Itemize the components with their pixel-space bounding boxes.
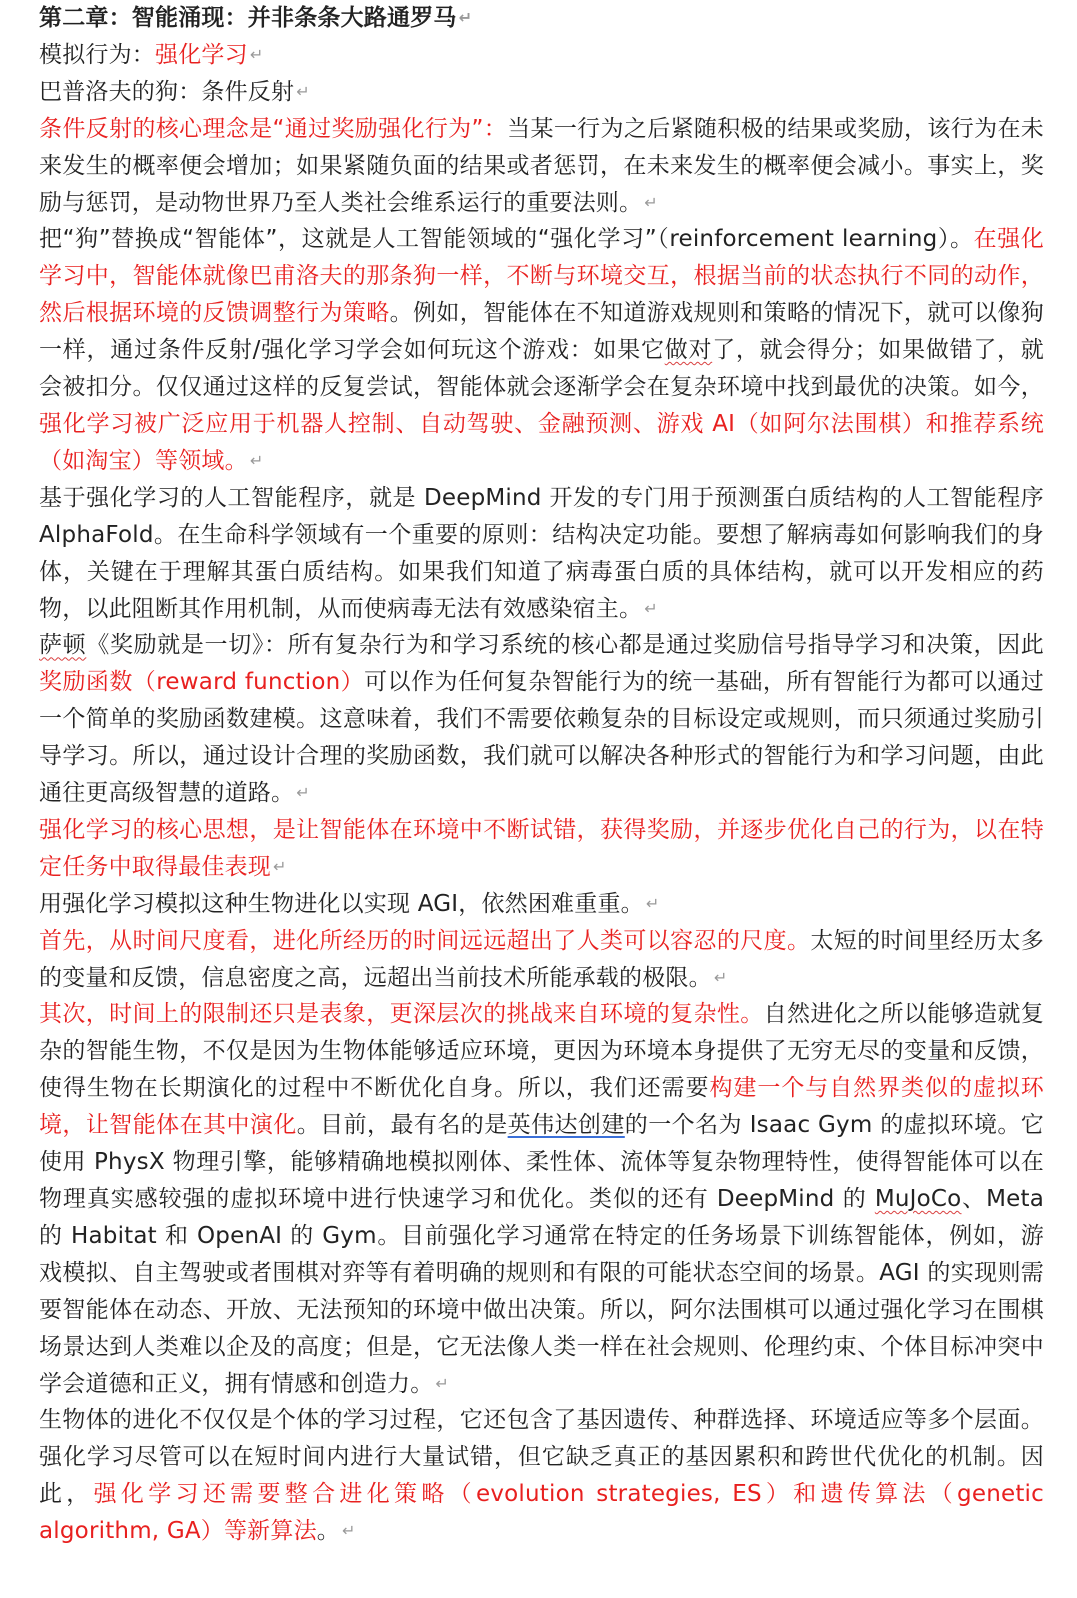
paragraph-mark-icon: ↵: [249, 450, 264, 470]
paragraph-6: 萨顿《奖励就是一切》：所有复杂行为和学习系统的核心都是通过奖励信号指导学习和决策，因此奖励函数（reward function）可以作为任何复杂智能行为的统一基础，所有智能行为都可以通过一个简单的奖励函数建模。这意味着，我们不需要依赖复杂的目标设定或规则，而只须通过奖励引导学习。所以，通过设计合理的奖励函数，我们就可以解决各种形式的智能行为和学习问题，由此通往更高级智慧的道路。 ↵: [39, 632, 1045, 807]
document-body: [39, 0, 1044, 1550]
paragraph-mark-icon: ↵: [644, 598, 658, 618]
paragraph-11: 生物体的进化不仅仅是个体的学习过程，它还包含了基因遗传、种群选择、环境适应等多个层面。强化学习尽管可以在短时间内进行大量试错，但它缺乏真正的基因累积和跨世代优化的机制。因此，强化学习还需要整合进化策略（evolution strategies, ES）和遗传算法（genetic algorithm, GA）等新算法。 ↵: [39, 1407, 1044, 1545]
paragraph-mark-icon: ↵: [435, 1373, 450, 1393]
paragraph-2: 巴普洛夫的狗：条件反射 ↵: [39, 78, 310, 105]
paragraph-10: 其次，时间上的限制还只是表象，更深层次的挑战来自环境的复杂性。自然进化之所以能够造就复杂的智能生物，不仅是因为生物体能够适应环境，更因为环境本身提供了无穷无尽的变量和反馈，使得生物在长期演化的过程中不断优化自身。所以，我们还需要构建一个与自然界类似的虚拟环境，让智能体在其中演化。目前，最有名的是英伟达创建的一个名为 Isaac Gym 的虚拟环境。它使用 PhysX 物理引擎，能够精确地模拟刚体、柔性体、流体等复杂物理特性，使得智能体可以在物理真实感较强的虚拟环境中进行快速学习和优化。类似的还有 DeepMind 的 MuJoCo、Meta 的 Habitat 和 OpenAI 的 Gym。目前强化学习通常在特定的任务场景下训练智能体，例如，游戏模拟、自主驾驶或者围棋对弈等有着明确的规则和有限的可能状态空间的场景。AGI 的实现则需要智能体在动态、开放、无法预知的环境中做出决策。所以，阿尔法围棋可以通过强化学习在围棋场景达到人类难以企及的高度；但是，它无法像人类一样在社会规则、伦理约束、个体目标冲突中学会道德和正义，拥有情感和创造力。 ↵: [39, 1001, 1044, 1397]
spelling-flag: 做对: [664, 337, 713, 364]
paragraph-4: 把“狗”替换成“智能体”，这就是人工智能领域的“强化学习”（reinforcement learning）。在强化学习中，智能体就像巴甫洛夫的那条狗一样，不断与环境交互，根据当前的状态执行不同的动作，然后根据环境的反馈调整行为策略。例如，智能体在不知道游戏规则和策略的情况下，就可以像狗一样，通过条件反射/强化学习学会如何玩这个游戏：如果它做对了，就会得分；如果做错了，就会被扣分。仅仅通过这样的反复尝试，智能体就会逐渐学会在复杂环境中找到最优的决策。如今，强化学习被广泛应用于机器人控制、自动驾驶、金融预测、游戏 AI（如阿尔法围棋）和推荐系统（如淘宝）等领域。 ↵: [39, 226, 1044, 474]
chapter-title: 第二章：智能涌现：并非条条大路通罗马 ↵: [39, 5, 473, 31]
paragraph-1: 模拟行为：强化学习 ↵: [39, 41, 264, 68]
paragraph-mark-icon: ↵: [296, 81, 310, 101]
paragraph-3: 条件反射的核心理念是“通过奖励强化行为”：当某一行为之后紧随积极的结果或奖励，该行为在未来发生的概率便会增加；如果紧随负面的结果或者惩罚，在未来发生的概率便会减小。事实上，奖励与惩罚，是动物世界乃至人类社会维系运行的重要法则。 ↵: [39, 115, 1044, 216]
paragraph-9: 首先，从时间尺度看，进化所经历的时间远远超出了人类可以容忍的尺度。太短的时间里经历太多的变量和反馈，信息密度之高，远超出当前技术所能承载的极限。 ↵: [39, 927, 1045, 991]
paragraph-mark-icon: ↵: [249, 44, 264, 64]
paragraph-mark-icon: ↵: [644, 192, 658, 212]
grammar-flag: 英伟达创建: [507, 1112, 625, 1139]
paragraph-mark-icon: ↵: [645, 893, 660, 913]
paragraph-5: 基于强化学习的人工智能程序，就是 DeepMind 开发的专门用于预测蛋白质结构的人工智能程序 AlphaFold。在生命科学领域有一个重要的原则：结构决定功能。要想了解病毒如何影响我们的身体，关键在于理解其蛋白质结构。如果我们知道了病毒蛋白质的具体结构，就可以开发相应的药物，以此阻断其作用机制，从而使病毒无法有效感染宿主。 ↵: [39, 484, 1044, 622]
paragraph-mark-icon: ↵: [273, 856, 287, 876]
paragraph-mark-icon: ↵: [341, 1521, 356, 1541]
paragraph-mark-icon: ↵: [713, 967, 728, 987]
spelling-flag: MuJoCo: [874, 1186, 962, 1212]
paragraph-mark-icon: ↵: [296, 783, 310, 803]
paragraph-7: 强化学习的核心思想，是让智能体在环境中不断试错，获得奖励，并逐步优化自己的行为，以在特定任务中取得最佳表现 ↵: [39, 816, 1044, 880]
spelling-flag: 萨顿: [39, 632, 87, 659]
paragraph-mark-icon: ↵: [458, 8, 473, 27]
paragraph-8: 用强化学习模拟这种生物进化以实现 AGI，依然困难重重。 ↵: [39, 890, 660, 917]
